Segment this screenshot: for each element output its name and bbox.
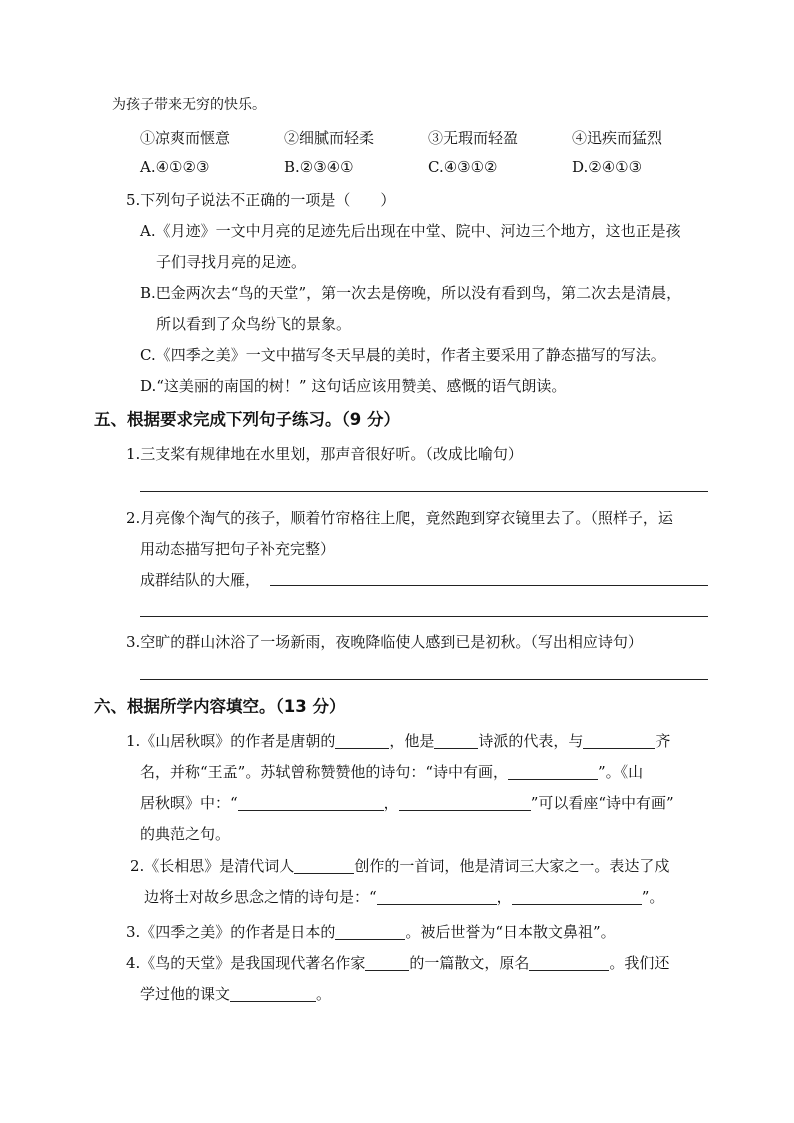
sec6-q3-blank-author[interactable] (335, 924, 405, 940)
sec6-q2-blank-verse-2[interactable] (512, 889, 642, 905)
sec6-q1-text-h: ， (383, 794, 399, 812)
sec5-q2-answer-line1[interactable] (270, 585, 708, 586)
sec6-q2-text-b: 创作的一首词，他是清词三大家之一。表达了戍 (354, 857, 670, 875)
q5-option-b-line1: B.巴金两次去“鸟的天堂”，第一次去是傍晚，所以没有看到鸟，第二次去是清晨， (140, 284, 682, 302)
sec6-q2-line2 (144, 887, 664, 907)
sec6-q4-blank-other-text[interactable] (230, 986, 316, 1002)
sec6-q1-line3 (140, 793, 674, 813)
sec6-q1-blank-dynasty-author[interactable] (335, 733, 389, 749)
sec6-q4-text-b: 的一篇散文，原名 (409, 954, 530, 972)
sec5-q2-answer-line2[interactable] (140, 616, 708, 617)
sec5-q3-text: 3.空旷的群山沐浴了一场新雨，夜晚降临使人感到已是初秋。（写出相应诗句） (126, 633, 643, 651)
q4-choice-a: A.④①②③ (140, 158, 210, 176)
sec6-q2-blank-verse-1[interactable] (377, 889, 497, 905)
sec6-q4-text-e: 。 (316, 985, 332, 1003)
sec6-q1-line1 (126, 731, 670, 751)
sec6-q3-line (126, 922, 616, 942)
q4-phrase-1: ①凉爽而惬意 (140, 129, 231, 147)
sec6-q4-line1 (126, 953, 669, 973)
sec6-q4-line2 (140, 984, 331, 1004)
sec5-q1-text: 1.三支桨有规律地在水里划，那声音很好听。（改成比喻句） (126, 445, 523, 463)
sec6-q1-blank-verse-1[interactable] (238, 795, 384, 811)
q4-tail-text: 为孩子带来无穷的快乐。 (112, 97, 266, 113)
sec6-q1-line2 (140, 762, 643, 782)
q5-option-a-line2: 子们寻找月亮的足迹。 (156, 253, 307, 271)
q5-option-d: D.“这美丽的南国的树！” 这句话应该用赞美、感慨的语气朗读。 (140, 377, 567, 395)
sec6-q2-text-d: ， (496, 888, 512, 906)
sec6-q4-blank-original-title[interactable] (529, 955, 609, 971)
sec6-q4-text-c: 。我们还 (609, 954, 670, 972)
sec6-q1-text-e: 名，并称“王孟”。苏轼曾称赞赞他的诗句：“诗中有画， (140, 763, 509, 781)
sec6-q2-text-e: ”。 (641, 888, 665, 906)
q5-stem: 5.下列句子说法不正确的一项是（ ） (126, 191, 396, 209)
sec6-q2-blank-poet[interactable] (294, 858, 354, 874)
q4-choice-d: D.②④①③ (572, 158, 643, 176)
sec6-q1-text-d: 齐 (655, 732, 671, 750)
sec6-q4-text-d: 学过他的课文 (140, 985, 231, 1003)
sec6-q4-text-a: 4.《鸟的天堂》是我国现代著名作家 (126, 954, 366, 972)
sec6-q1-text-g: 居秋暝》中：“ (140, 794, 238, 812)
sec5-q2-line1: 2.月亮像个淘气的孩子，顺着竹帘格往上爬，竟然跑到穿衣镜里去了。（照样子，运 (126, 509, 673, 527)
sec6-q3-text-a: 3.《四季之美》的作者是日本的 (126, 923, 336, 941)
sec6-q1-blank-quote[interactable] (508, 764, 598, 780)
q5-option-c: C.《四季之美》一文中描写冬天早晨的美时，作者主要采用了静态描写的写法。 (140, 346, 666, 364)
sec5-q3-answer-line[interactable] (140, 679, 708, 680)
sec6-q1-text-b: ，他是 (389, 732, 435, 750)
sec6-q1-text-c: 诗派的代表，与 (478, 732, 584, 750)
q4-phrase-2: ②细腻而轻柔 (284, 129, 375, 147)
sec5-q1-answer-line[interactable] (140, 491, 708, 492)
sec6-q1-blank-school[interactable] (434, 733, 478, 749)
sec6-q1-text-a: 1.《山居秋暝》的作者是唐朝的 (126, 732, 336, 750)
q4-choice-b: B.②③④① (284, 158, 354, 176)
q4-choice-c: C.④③①② (428, 158, 498, 176)
q4-phrase-4: ④迅疾而猛烈 (572, 129, 663, 147)
sec5-q2-prefix: 成群结队的大雁， (140, 571, 261, 589)
sec6-q2-text-a: 2.《长相思》是清代词人 (130, 857, 295, 875)
sec6-q1-text-i: ”可以看座“诗中有画” (530, 794, 674, 812)
sec6-q2-line1 (130, 856, 669, 876)
section-5-title: 五、根据要求完成下列句子练习。（9 分） (94, 410, 400, 429)
sec6-q1-blank-peer[interactable] (583, 733, 655, 749)
sec6-q1-blank-verse-2[interactable] (399, 795, 531, 811)
section-6-title: 六、根据所学内容填空。（13 分） (94, 697, 346, 716)
sec6-q2-text-c: 边将士对故乡思念之情的诗句是：“ (144, 888, 377, 906)
q5-option-a-line1: A.《月迹》一文中月亮的足迹先后出现在中堂、院中、河边三个地方，这也正是孩 (140, 222, 681, 240)
q4-phrase-3: ③无瑕而轻盈 (428, 129, 519, 147)
sec6-q4-blank-author[interactable] (365, 955, 409, 971)
q5-option-b-line2: 所以看到了众鸟纷飞的景象。 (156, 315, 352, 333)
sec6-q3-text-b: 。被后世誉为“日本散文鼻祖”。 (405, 923, 616, 941)
sec5-q2-line2: 用动态描写把句子补充完整） (140, 540, 336, 558)
sec6-q1-line4: 的典范之句。 (140, 825, 231, 843)
sec6-q1-text-f: ”。《山 (598, 763, 644, 781)
